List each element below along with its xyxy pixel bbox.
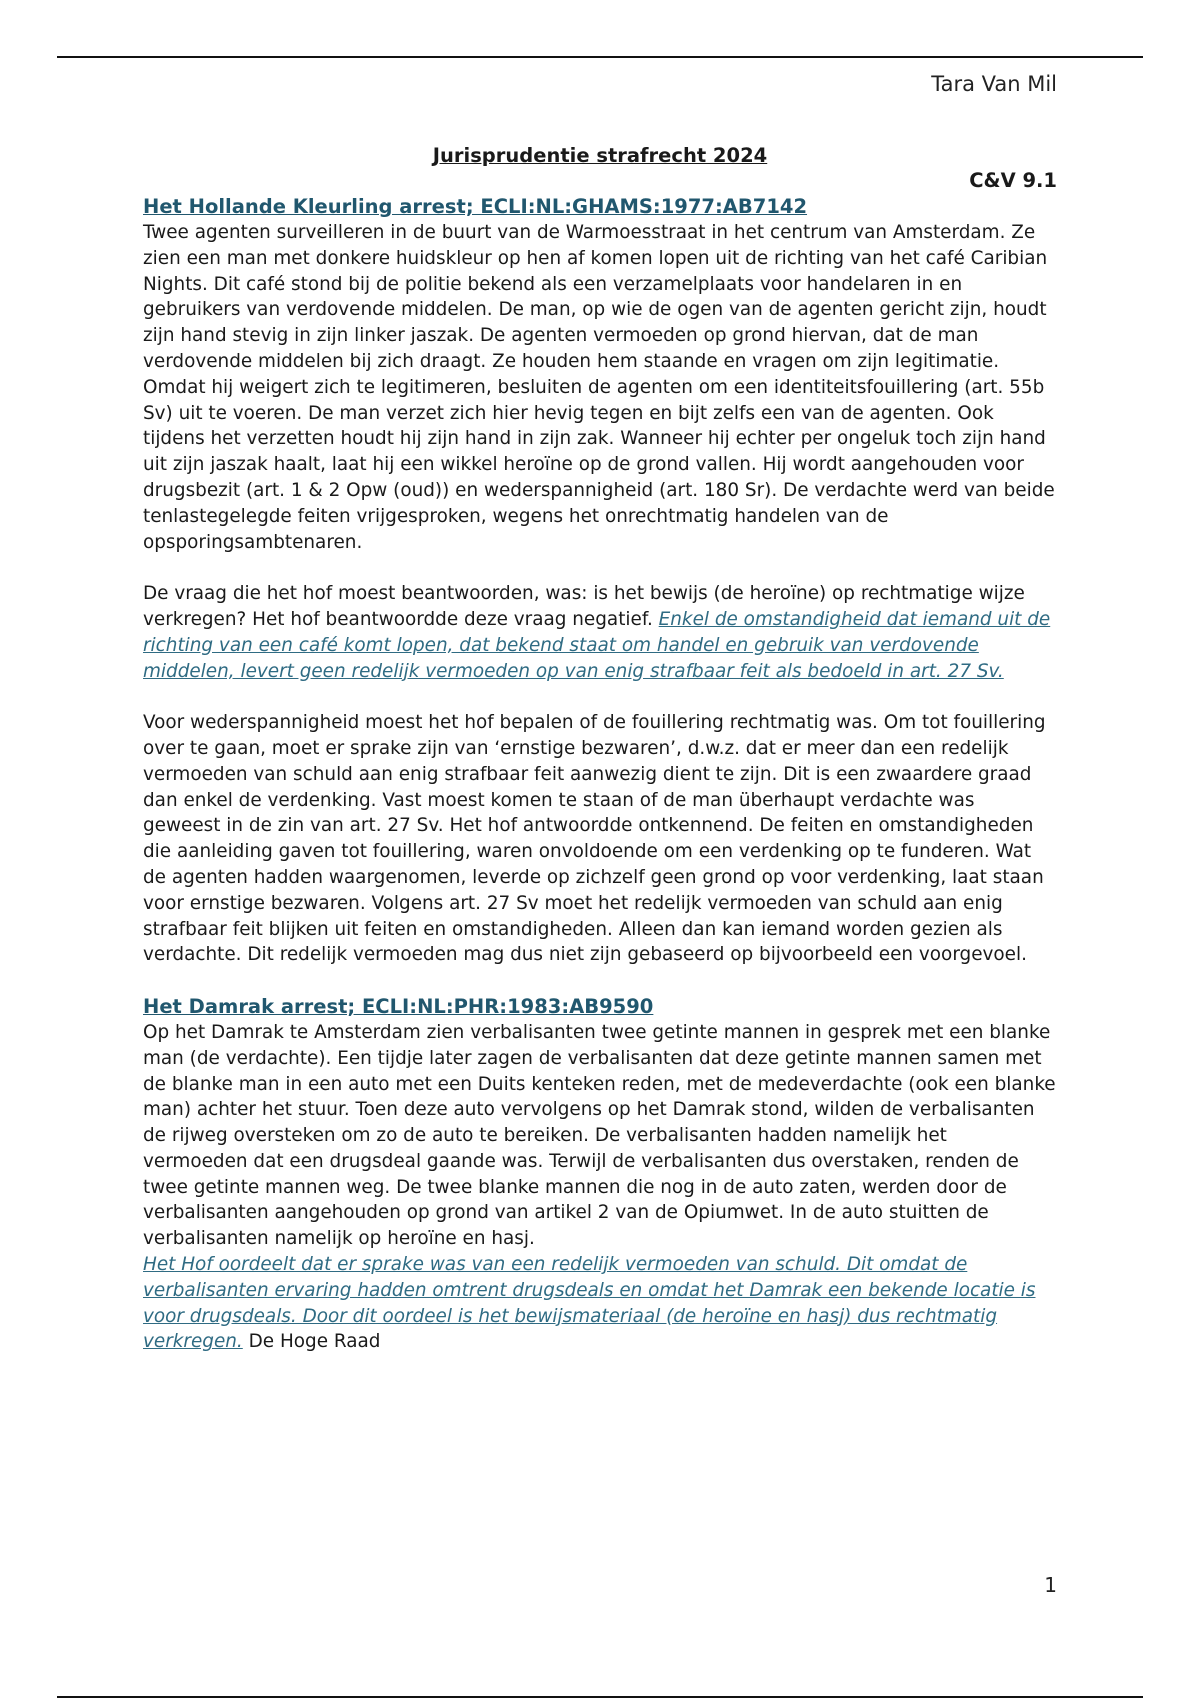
case-heading-hollande-kleurling: Het Hollande Kleurling arrest; ECLI:NL:GHAMS:1977:AB7142 xyxy=(143,195,808,218)
section-reference: C&V 9.1 xyxy=(969,169,1057,192)
document-body xyxy=(143,144,1057,1355)
case1-facts-paragraph: Twee agenten surveilleren in de buurt van de Warmoesstraat in het centrum van Amsterdam. Ze zien een man met donkere huidskleur op hen af komen lopen uit de richting van het café Caribian Nights. Dit café stond bij de politie bekend als een verzamelplaats voor handelaren in en gebruikers van verdovende middelen. De man, op wie de ogen van de agenten gericht zijn, houdt zijn hand stevig in zijn linker jaszak. De agenten vermoeden op grond hiervan, dat de man verdovende middelen bij zich draagt. Ze houden hem staande en vragen om zijn legitimatie. Omdat hij weigert zich te legitimeren, besluiten de agenten om een identiteitsfouillering (art. 55b Sv) uit te voeren. De man verzet zich hier hevig tegen en bijt zelfs een van de agenten. Ook tijdens het verzetten houdt hij zijn hand in zijn zak. Wanneer hij echter per ongeluk toch zijn hand uit zijn jaszak haalt, laat hij een wikkel heroïne op de grond vallen. Hij wordt aangehouden voor drugsbezit (art. 1 & 2 Opw (oud)) en wederspannigheid (art. 180 Sr). De verdachte werd van beide tenlastegelegde feiten vrijgesproken, wegens het onrechtmatig handelen van de opsporingsambtenaren. xyxy=(143,222,1055,553)
case1-resistance-paragraph: Voor wederspannigheid moest het hof bepalen of de fouillering rechtmatig was. Om tot fouillering over te gaan, moet er sprake zijn van ‘ernstige bezwaren’, d.w.z. dat er meer dan een redelijk vermoeden van schuld aan enig strafbaar feit aanwezig dient te zijn. Dit is een zwaardere graad dan enkel de verdenking. Vast moest komen te staan of de man überhaupt verdachte was geweest in de zin van art. 27 Sv. Het hof antwoordde ontkennend. De feiten en omstandigheden die aanleiding gaven tot fouillering, waren onvoldoende om een verdenking op te funderen. Wat de agenten hadden waargenomen, leverde op zichzelf geen grond op voor verdenking, laat staan voor ernstige bezwaren. Volgens art. 27 Sv moet het redelijk vermoeden van schuld aan enig strafbaar feit blijken uit feiten en omstandigheden. Alleen dan kan iemand worden gezien als verdachte. Dit redelijk vermoeden mag dus niet zijn gebaseerd op bijvoorbeeld een voorgevoel. xyxy=(143,712,1046,966)
page-number: 1 xyxy=(1044,1573,1057,1597)
footer-rule xyxy=(57,1696,1143,1698)
case-heading-damrak: Het Damrak arrest; ECLI:NL:PHR:1983:AB9590 xyxy=(143,994,654,1018)
case2-holding-paragraph xyxy=(143,1252,1057,1355)
case1-question-text: De vraag die het hof moest beantwoorden, was: is het bewijs (de heroïne) op rechtmatige wijze verkregen? Het hof beantwoordde deze vraag negatief. xyxy=(143,583,1025,630)
document-title: Jurisprudentie strafrecht 2024 xyxy=(432,144,768,167)
case2-holding-emphasis: Het Hof oordeelt dat er sprake was van een redelijk vermoeden van schuld. Dit omdat de verbalisanten ervaring hadden omtrent drugsdeals en omdat het Damrak een bekende locatie is voor drugsdeals. Door dit oordeel is het bewijsmateriaal (de heroïne en hasj) dus rechtmatig verkregen. xyxy=(143,1254,1036,1353)
header-rule xyxy=(57,56,1143,58)
author-name: Tara Van Mil xyxy=(931,72,1057,96)
case1-holding-emphasis: Enkel de omstandigheid dat iemand uit de richting van een café komt lopen, dat bekend staat om handel en gebruik van verdovende middelen, levert geen redelijk vermoeden op van enig strafbaar feit als bedoeld in art. 27 Sv. xyxy=(143,608,1051,682)
case2-facts-paragraph: Op het Damrak te Amsterdam zien verbalisanten twee getinte mannen in gesprek met een blanke man (de verdachte). Een tijdje later zagen de verbalisanten dat deze getinte mannen samen met de blanke man in een auto met een Duits kenteken reden, met de medeverdachte (ook een blanke man) achter het stuur. Toen deze auto vervolgens op het Damrak stond, wilden de verbalisanten de rijweg oversteken om zo de auto te bereiken. De verbalisanten hadden namelijk het vermoeden dat een drugsdeal gaande was. Terwijl de verbalisanten dus overstaken, renden de twee getinte mannen weg. De twee blanke mannen die nog in de auto zaten, werden door de verbalisanten aangehouden op grond van artikel 2 van de Opiumwet. In de auto stuitten de verbalisanten namelijk op heroïne en hasj. xyxy=(143,1021,1056,1250)
case2-continuation-text: De Hoge Raad xyxy=(242,1331,381,1353)
case1-question-paragraph xyxy=(143,581,1057,684)
